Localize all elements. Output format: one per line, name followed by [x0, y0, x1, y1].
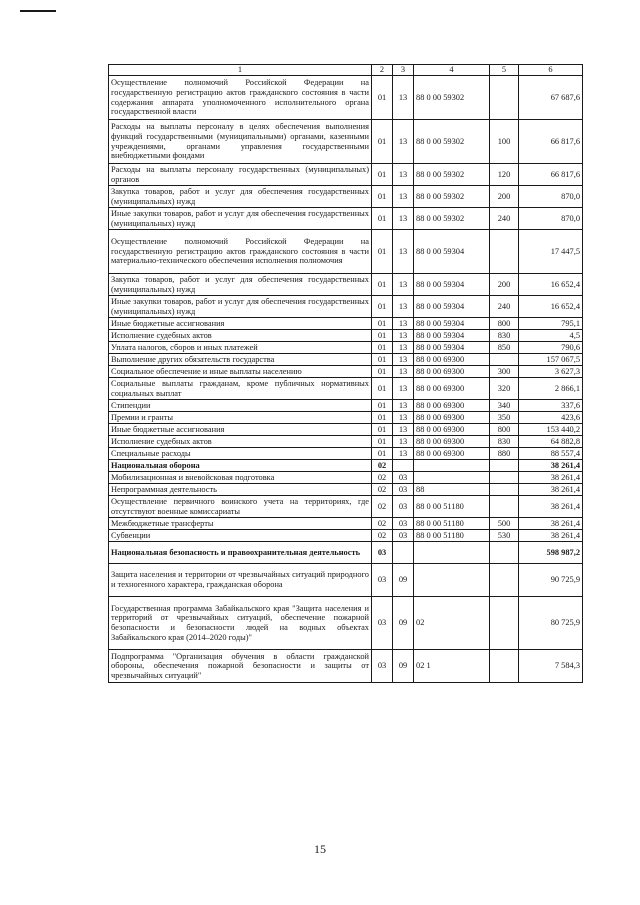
row-amount: 870,0 [519, 208, 583, 230]
table-row [109, 208, 583, 230]
row-subsection: 09 [393, 650, 414, 683]
row-amount: 80 725,9 [519, 597, 583, 650]
row-name: Национальная оборона [109, 460, 372, 472]
row-section: 01 [372, 366, 393, 378]
table-row [109, 318, 583, 330]
row-amount: 157 067,5 [519, 354, 583, 366]
row-amount: 38 261,4 [519, 518, 583, 530]
row-expense-type: 300 [490, 366, 519, 378]
row-subsection: 03 [393, 518, 414, 530]
row-target-article: 88 0 00 69300 [414, 424, 490, 436]
row-subsection: 13 [393, 120, 414, 164]
row-subsection: 13 [393, 208, 414, 230]
table-row [109, 296, 583, 318]
row-section: 01 [372, 120, 393, 164]
row-subsection [393, 460, 414, 472]
row-section: 01 [372, 296, 393, 318]
row-subsection: 13 [393, 378, 414, 400]
row-name: Мобилизационная и вневойсковая подготовка [109, 472, 372, 484]
row-section: 01 [372, 412, 393, 424]
row-subsection: 09 [393, 597, 414, 650]
row-section: 01 [372, 230, 393, 274]
row-target-article: 88 0 00 59304 [414, 274, 490, 296]
row-target-article: 88 0 00 59304 [414, 318, 490, 330]
row-name: Осуществление полномочий Российской Федерации на государственную регистрацию актов гражданского состояния в части содержания аппарата уполномоченного исполнительного органа государственной власти [109, 76, 372, 120]
row-expense-type: 340 [490, 400, 519, 412]
row-name: Межбюджетные трансферты [109, 518, 372, 530]
row-name: Непрограммная деятельность [109, 484, 372, 496]
row-amount: 4,5 [519, 330, 583, 342]
row-name: Социальное обеспечение и иные выплаты населению [109, 366, 372, 378]
table-row [109, 186, 583, 208]
row-section: 02 [372, 484, 393, 496]
table-row [109, 448, 583, 460]
row-amount: 38 261,4 [519, 484, 583, 496]
table-row [109, 230, 583, 274]
row-target-article [414, 542, 490, 564]
row-target-article: 02 [414, 597, 490, 650]
row-target-article [414, 564, 490, 597]
row-expense-type [490, 564, 519, 597]
row-section: 01 [372, 424, 393, 436]
row-amount: 64 882,8 [519, 436, 583, 448]
row-section: 03 [372, 564, 393, 597]
row-name: Осуществление первичного воинского учета на территориях, где отсутствуют военные комиссариаты [109, 496, 372, 518]
row-name: Уплата налогов, сборов и иных платежей [109, 342, 372, 354]
row-target-article [414, 460, 490, 472]
row-subsection: 13 [393, 354, 414, 366]
row-expense-type [490, 460, 519, 472]
row-target-article: 88 0 00 59304 [414, 330, 490, 342]
row-name: Подпрограмма "Организация обучения в области гражданской обороны, обеспечения пожарной безопасности и защиты от чрезвычайных ситуаций" [109, 650, 372, 683]
row-section: 01 [372, 208, 393, 230]
table-row [109, 354, 583, 366]
row-target-article [414, 472, 490, 484]
row-target-article: 88 0 00 69300 [414, 400, 490, 412]
table-row [109, 530, 583, 542]
row-expense-type: 850 [490, 342, 519, 354]
row-amount: 870,0 [519, 186, 583, 208]
table-row [109, 366, 583, 378]
row-name: Субвенции [109, 530, 372, 542]
row-subsection: 13 [393, 186, 414, 208]
table-row [109, 460, 583, 472]
row-amount: 66 817,6 [519, 120, 583, 164]
row-subsection: 13 [393, 436, 414, 448]
row-subsection: 13 [393, 274, 414, 296]
row-subsection: 13 [393, 400, 414, 412]
row-section: 01 [372, 330, 393, 342]
row-section: 01 [372, 378, 393, 400]
table-row [109, 496, 583, 518]
row-name: Выполнение других обязательств государства [109, 354, 372, 366]
row-target-article: 88 0 00 59302 [414, 76, 490, 120]
table-row [109, 436, 583, 448]
table-row [109, 564, 583, 597]
row-amount: 38 261,4 [519, 530, 583, 542]
row-amount: 38 261,4 [519, 496, 583, 518]
row-target-article: 88 0 00 69300 [414, 378, 490, 400]
col-header-expense-type: 5 [490, 65, 519, 76]
row-name: Премии и гранты [109, 412, 372, 424]
row-target-article: 88 0 00 69300 [414, 366, 490, 378]
col-header-amount: 6 [519, 65, 583, 76]
row-section: 01 [372, 354, 393, 366]
row-amount: 17 447,5 [519, 230, 583, 274]
row-subsection: 03 [393, 530, 414, 542]
row-subsection: 13 [393, 412, 414, 424]
row-name: Исполнение судебных актов [109, 330, 372, 342]
top-rule [20, 10, 56, 12]
row-expense-type: 830 [490, 330, 519, 342]
table-row [109, 378, 583, 400]
row-amount: 7 584,3 [519, 650, 583, 683]
row-subsection: 13 [393, 330, 414, 342]
row-expense-type [490, 76, 519, 120]
row-amount: 88 557,4 [519, 448, 583, 460]
header-row [109, 65, 583, 76]
row-name: Расходы на выплаты персоналу государственных (муниципальных) органов [109, 164, 372, 186]
row-target-article: 88 0 00 69300 [414, 448, 490, 460]
table-row [109, 120, 583, 164]
row-name: Государственная программа Забайкальского края "Защита населения и территорий от чрезвычайных ситуаций, обеспечение пожарной безопасности и безопасности людей на водных объектах Забайкальского края (2014–2020 годы)" [109, 597, 372, 650]
row-amount: 2 866,1 [519, 378, 583, 400]
row-section: 01 [372, 164, 393, 186]
row-target-article: 88 0 00 59304 [414, 342, 490, 354]
row-amount: 16 652,4 [519, 274, 583, 296]
row-expense-type: 800 [490, 318, 519, 330]
table-row [109, 424, 583, 436]
row-target-article: 88 0 00 59304 [414, 296, 490, 318]
row-expense-type [490, 484, 519, 496]
row-target-article: 88 0 00 59302 [414, 120, 490, 164]
row-subsection: 03 [393, 472, 414, 484]
row-expense-type: 120 [490, 164, 519, 186]
row-expense-type: 240 [490, 296, 519, 318]
row-expense-type [490, 597, 519, 650]
row-target-article: 88 0 00 59302 [414, 208, 490, 230]
row-amount: 38 261,4 [519, 460, 583, 472]
row-expense-type [490, 230, 519, 274]
row-target-article: 88 [414, 484, 490, 496]
row-target-article: 88 0 00 59302 [414, 164, 490, 186]
table-row [109, 164, 583, 186]
row-expense-type: 530 [490, 530, 519, 542]
row-subsection: 13 [393, 164, 414, 186]
row-amount: 153 440,2 [519, 424, 583, 436]
table-row [109, 542, 583, 564]
row-subsection: 13 [393, 296, 414, 318]
row-subsection: 09 [393, 564, 414, 597]
row-name: Стипендии [109, 400, 372, 412]
row-expense-type: 500 [490, 518, 519, 530]
row-expense-type: 830 [490, 436, 519, 448]
row-section: 03 [372, 650, 393, 683]
row-amount: 3 627,3 [519, 366, 583, 378]
page-number: 15 [314, 842, 326, 856]
row-section: 03 [372, 542, 393, 564]
row-subsection: 13 [393, 448, 414, 460]
row-target-article: 02 1 [414, 650, 490, 683]
row-subsection: 13 [393, 342, 414, 354]
row-section: 02 [372, 518, 393, 530]
row-section: 02 [372, 460, 393, 472]
row-subsection: 03 [393, 496, 414, 518]
row-name: Иные закупки товаров, работ и услуг для обеспечения государственных (муниципальных) нужд [109, 208, 372, 230]
table-row [109, 650, 583, 683]
table-row [109, 76, 583, 120]
row-expense-type: 100 [490, 120, 519, 164]
row-amount: 598 987,2 [519, 542, 583, 564]
row-target-article: 88 0 00 69300 [414, 412, 490, 424]
row-section: 02 [372, 530, 393, 542]
row-name: Социальные выплаты гражданам, кроме публичных нормативных социальных выплат [109, 378, 372, 400]
row-name: Иные закупки товаров, работ и услуг для обеспечения государственных (муниципальных) нужд [109, 296, 372, 318]
row-target-article: 88 0 00 51180 [414, 496, 490, 518]
row-subsection: 13 [393, 366, 414, 378]
row-expense-type: 200 [490, 274, 519, 296]
row-amount: 790,6 [519, 342, 583, 354]
table-row [109, 274, 583, 296]
row-section: 01 [372, 436, 393, 448]
row-section: 01 [372, 274, 393, 296]
col-header-name: 1 [109, 65, 372, 76]
row-expense-type: 350 [490, 412, 519, 424]
table-row [109, 597, 583, 650]
table-row [109, 400, 583, 412]
table-row [109, 518, 583, 530]
row-target-article: 88 0 00 59304 [414, 230, 490, 274]
row-section: 01 [372, 400, 393, 412]
col-header-section: 2 [372, 65, 393, 76]
row-name: Расходы на выплаты персоналу в целях обеспечения выполнения функций государственными (муниципальными) органами, казенными учреждениями, органами управления государственными внебюджетными фондами [109, 120, 372, 164]
row-expense-type [490, 354, 519, 366]
row-expense-type: 800 [490, 424, 519, 436]
table-row [109, 342, 583, 354]
row-amount: 67 687,6 [519, 76, 583, 120]
row-expense-type [490, 542, 519, 564]
row-expense-type: 240 [490, 208, 519, 230]
col-header-subsection: 3 [393, 65, 414, 76]
row-name: Закупка товаров, работ и услуг для обеспечения государственных (муниципальных) нужд [109, 186, 372, 208]
row-amount: 90 725,9 [519, 564, 583, 597]
row-amount: 66 817,6 [519, 164, 583, 186]
table-row [109, 412, 583, 424]
row-section: 01 [372, 318, 393, 330]
row-amount: 337,6 [519, 400, 583, 412]
row-name: Иные бюджетные ассигнования [109, 424, 372, 436]
row-subsection: 03 [393, 484, 414, 496]
row-section: 03 [372, 597, 393, 650]
row-target-article: 88 0 00 51180 [414, 518, 490, 530]
table-row [109, 484, 583, 496]
row-subsection [393, 542, 414, 564]
row-section: 01 [372, 448, 393, 460]
row-amount: 38 261,4 [519, 472, 583, 484]
row-target-article: 88 0 00 69300 [414, 354, 490, 366]
row-section: 01 [372, 186, 393, 208]
row-amount: 423,6 [519, 412, 583, 424]
row-name: Специальные расходы [109, 448, 372, 460]
row-amount: 16 652,4 [519, 296, 583, 318]
row-section: 01 [372, 76, 393, 120]
row-section: 01 [372, 342, 393, 354]
row-subsection: 13 [393, 424, 414, 436]
row-name: Исполнение судебных актов [109, 436, 372, 448]
row-amount: 795,1 [519, 318, 583, 330]
row-target-article: 88 0 00 59302 [414, 186, 490, 208]
row-target-article: 88 0 00 51180 [414, 530, 490, 542]
row-expense-type: 320 [490, 378, 519, 400]
row-expense-type: 200 [490, 186, 519, 208]
budget-table [108, 64, 583, 683]
row-expense-type [490, 650, 519, 683]
row-name: Иные бюджетные ассигнования [109, 318, 372, 330]
row-section: 02 [372, 472, 393, 484]
row-name: Национальная безопасность и правоохранительная деятельность [109, 542, 372, 564]
table-row [109, 330, 583, 342]
row-section: 02 [372, 496, 393, 518]
row-subsection: 13 [393, 318, 414, 330]
row-expense-type [490, 472, 519, 484]
row-target-article: 88 0 00 69300 [414, 436, 490, 448]
row-name: Защита населения и территории от чрезвычайных ситуаций природного и техногенного характера, гражданская оборона [109, 564, 372, 597]
row-expense-type [490, 496, 519, 518]
col-header-target-article: 4 [414, 65, 490, 76]
row-expense-type: 880 [490, 448, 519, 460]
row-subsection: 13 [393, 230, 414, 274]
table-row [109, 472, 583, 484]
row-name: Осуществление полномочий Российской Федерации на государственную регистрацию актов гражданского состояния в части материально-технического обеспечения исполнения полномочия [109, 230, 372, 274]
row-name: Закупка товаров, работ и услуг для обеспечения государственных (муниципальных) нужд [109, 274, 372, 296]
row-subsection: 13 [393, 76, 414, 120]
